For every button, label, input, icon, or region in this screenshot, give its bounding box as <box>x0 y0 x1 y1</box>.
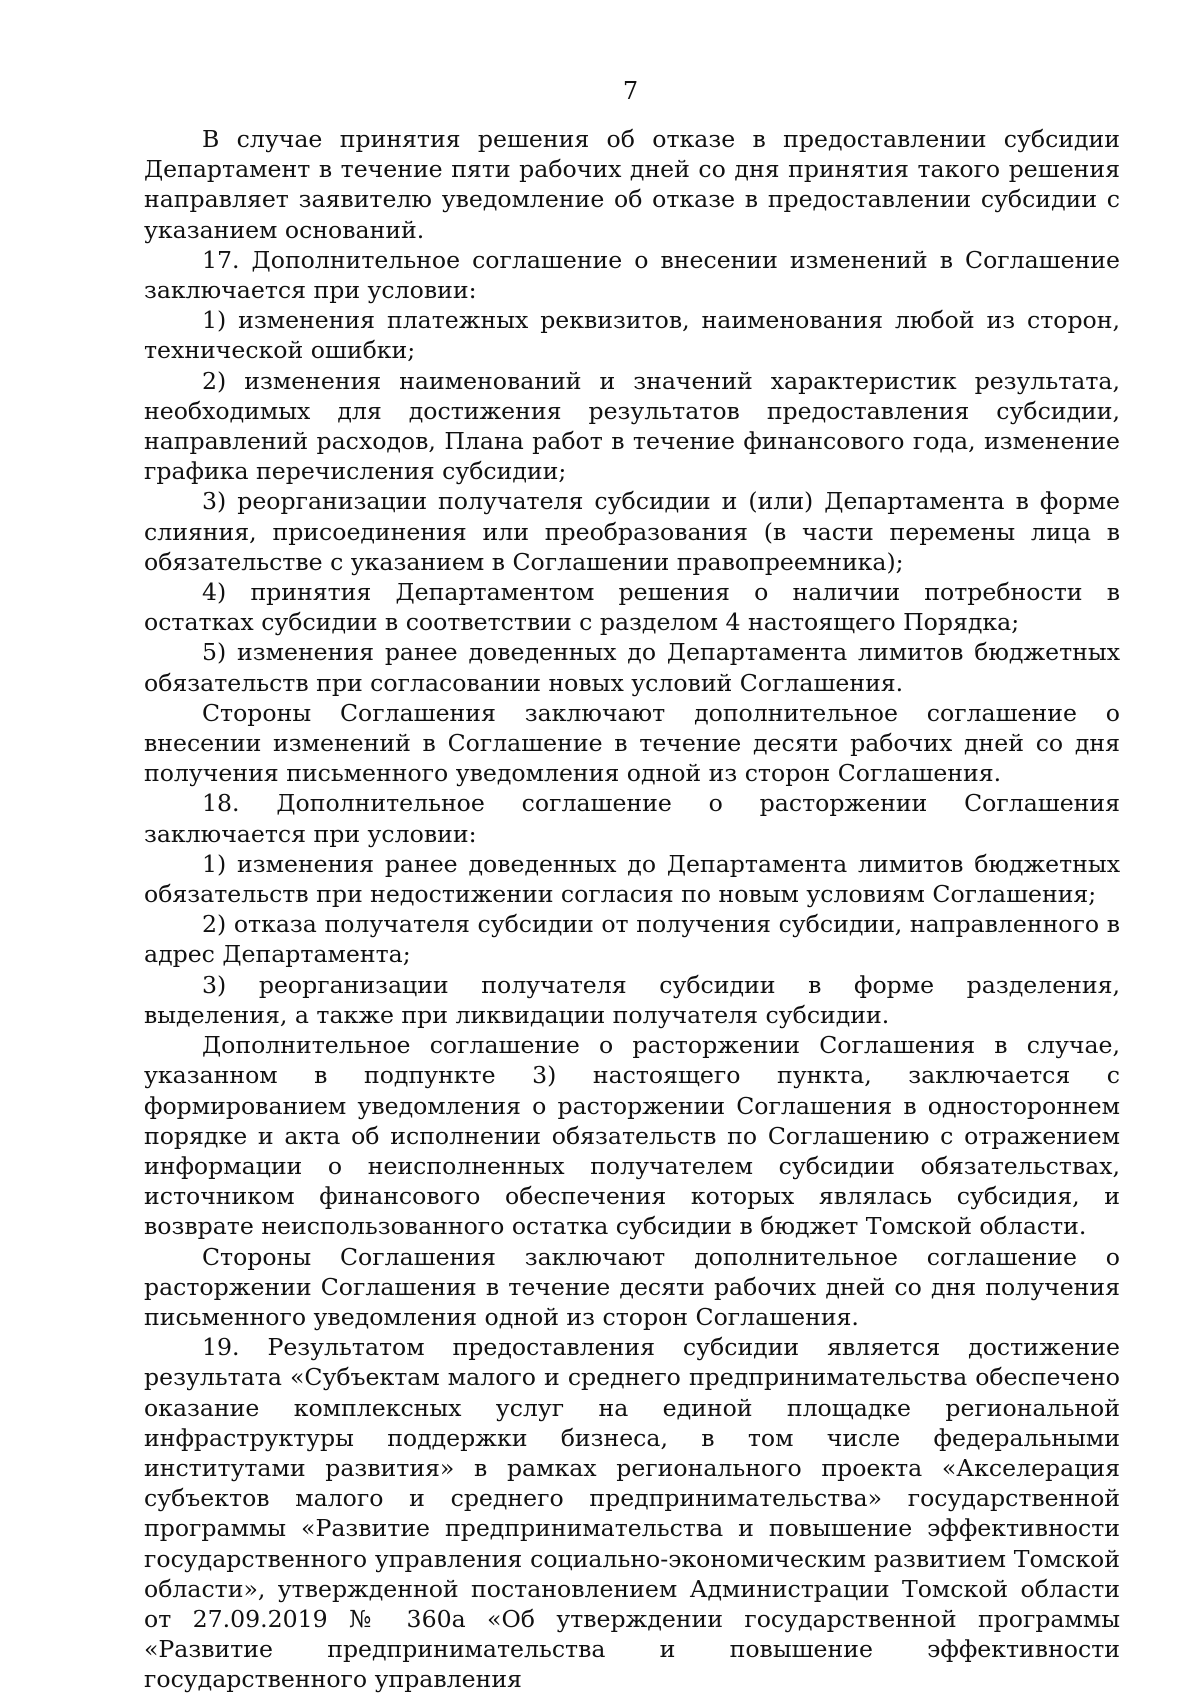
paragraph: 2) изменения наименований и значений характеристик результата, необходимых для достижения результатов предоставления субсидии, направлений расходов, Плана работ в течение финансового года, изменение графика перечисления субсидии; <box>144 366 1120 486</box>
paragraph: В случае принятия решения об отказе в предоставлении субсидии Департамент в течение пяти рабочих дней со дня принятия такого решения направляет заявителю уведомление об отказе в предоставлении субсидии с указанием оснований. <box>144 125 1120 244</box>
paragraph: Стороны Соглашения заключают дополнительное соглашение о расторжении Соглашения в течение десяти рабочих дней со дня получения письменного уведомления одной из сторон Соглашения. <box>144 1242 1120 1331</box>
paragraph: Стороны Соглашения заключают дополнительное соглашение о внесении изменений в Соглашение в течение десяти рабочих дней со дня получения письменного уведомления одной из сторон Соглашения. <box>144 698 1120 788</box>
page-number: 7 <box>622 77 639 105</box>
paragraph: 19. Результатом предоставления субсидии является достижение результата «Субъектам малого и среднего предпринимательства обеспечено оказание комплексных услуг на единой площадке региональной инфраструктуры поддержки бизнеса, в том числе федеральными институтами развития» в рамках регионального проекта «Акселерация субъектов малого и среднего предпринимательства» государственной программы «Развитие предпринимательства и повышение эффективности государственного управления социально-экономическим развитием Томской области», утвержденной постановлением Администрации Томской области от 27.09.2019 № 360а «Об утверждении государственной программы «Развитие предпринимательства и повышение эффективности государственного управления <box>144 1333 1120 1694</box>
paragraph: 3) реорганизации получателя субсидии и (или) Департамента в форме слияния, присоединения или преобразования (в части перемены лица в обязательстве с указанием в Соглашении правопреемника); <box>144 487 1120 576</box>
paragraph: 1) изменения платежных реквизитов, наименования любой из сторон, технической ошибки; <box>144 306 1120 365</box>
paragraph: 18. Дополнительное соглашение о расторжении Соглашения заключается при условии: <box>144 789 1120 848</box>
paragraph: 5) изменения ранее доведенных до Департамента лимитов бюджетных обязательств при согласовании новых условий Соглашения. <box>144 638 1120 697</box>
paragraph: 3) реорганизации получателя субсидии в форме разделения, выделения, а также при ликвидации получателя субсидии. <box>144 970 1120 1029</box>
paragraph: 4) принятия Департаментом решения о наличии потребности в остатках субсидии в соответствии с разделом 4 настоящего Порядка; <box>144 578 1120 637</box>
document-body <box>144 124 1120 1695</box>
paragraph: Дополнительное соглашение о расторжении Соглашения в случае, указанном в подпункте 3) настоящего пункта, заключается с формированием уведомления о расторжении Соглашения в одностороннем порядке и акта об исполнении обязательств по Соглашению с отражением информации о неисполненных получателем субсидии обязательствах, источником финансового обеспечения которых являлась субсидия, и возврате неиспользованного остатка субсидии в бюджет Томской области. <box>144 1031 1120 1241</box>
paragraph: 1) изменения ранее доведенных до Департамента лимитов бюджетных обязательств при недостижении согласия по новым условиям Соглашения; <box>144 849 1120 909</box>
paragraph: 2) отказа получателя субсидии от получения субсидии, направленного в адрес Департамента; <box>144 910 1120 969</box>
paragraph: 17. Дополнительное соглашение о внесении изменений в Соглашение заключается при условии: <box>144 245 1120 305</box>
